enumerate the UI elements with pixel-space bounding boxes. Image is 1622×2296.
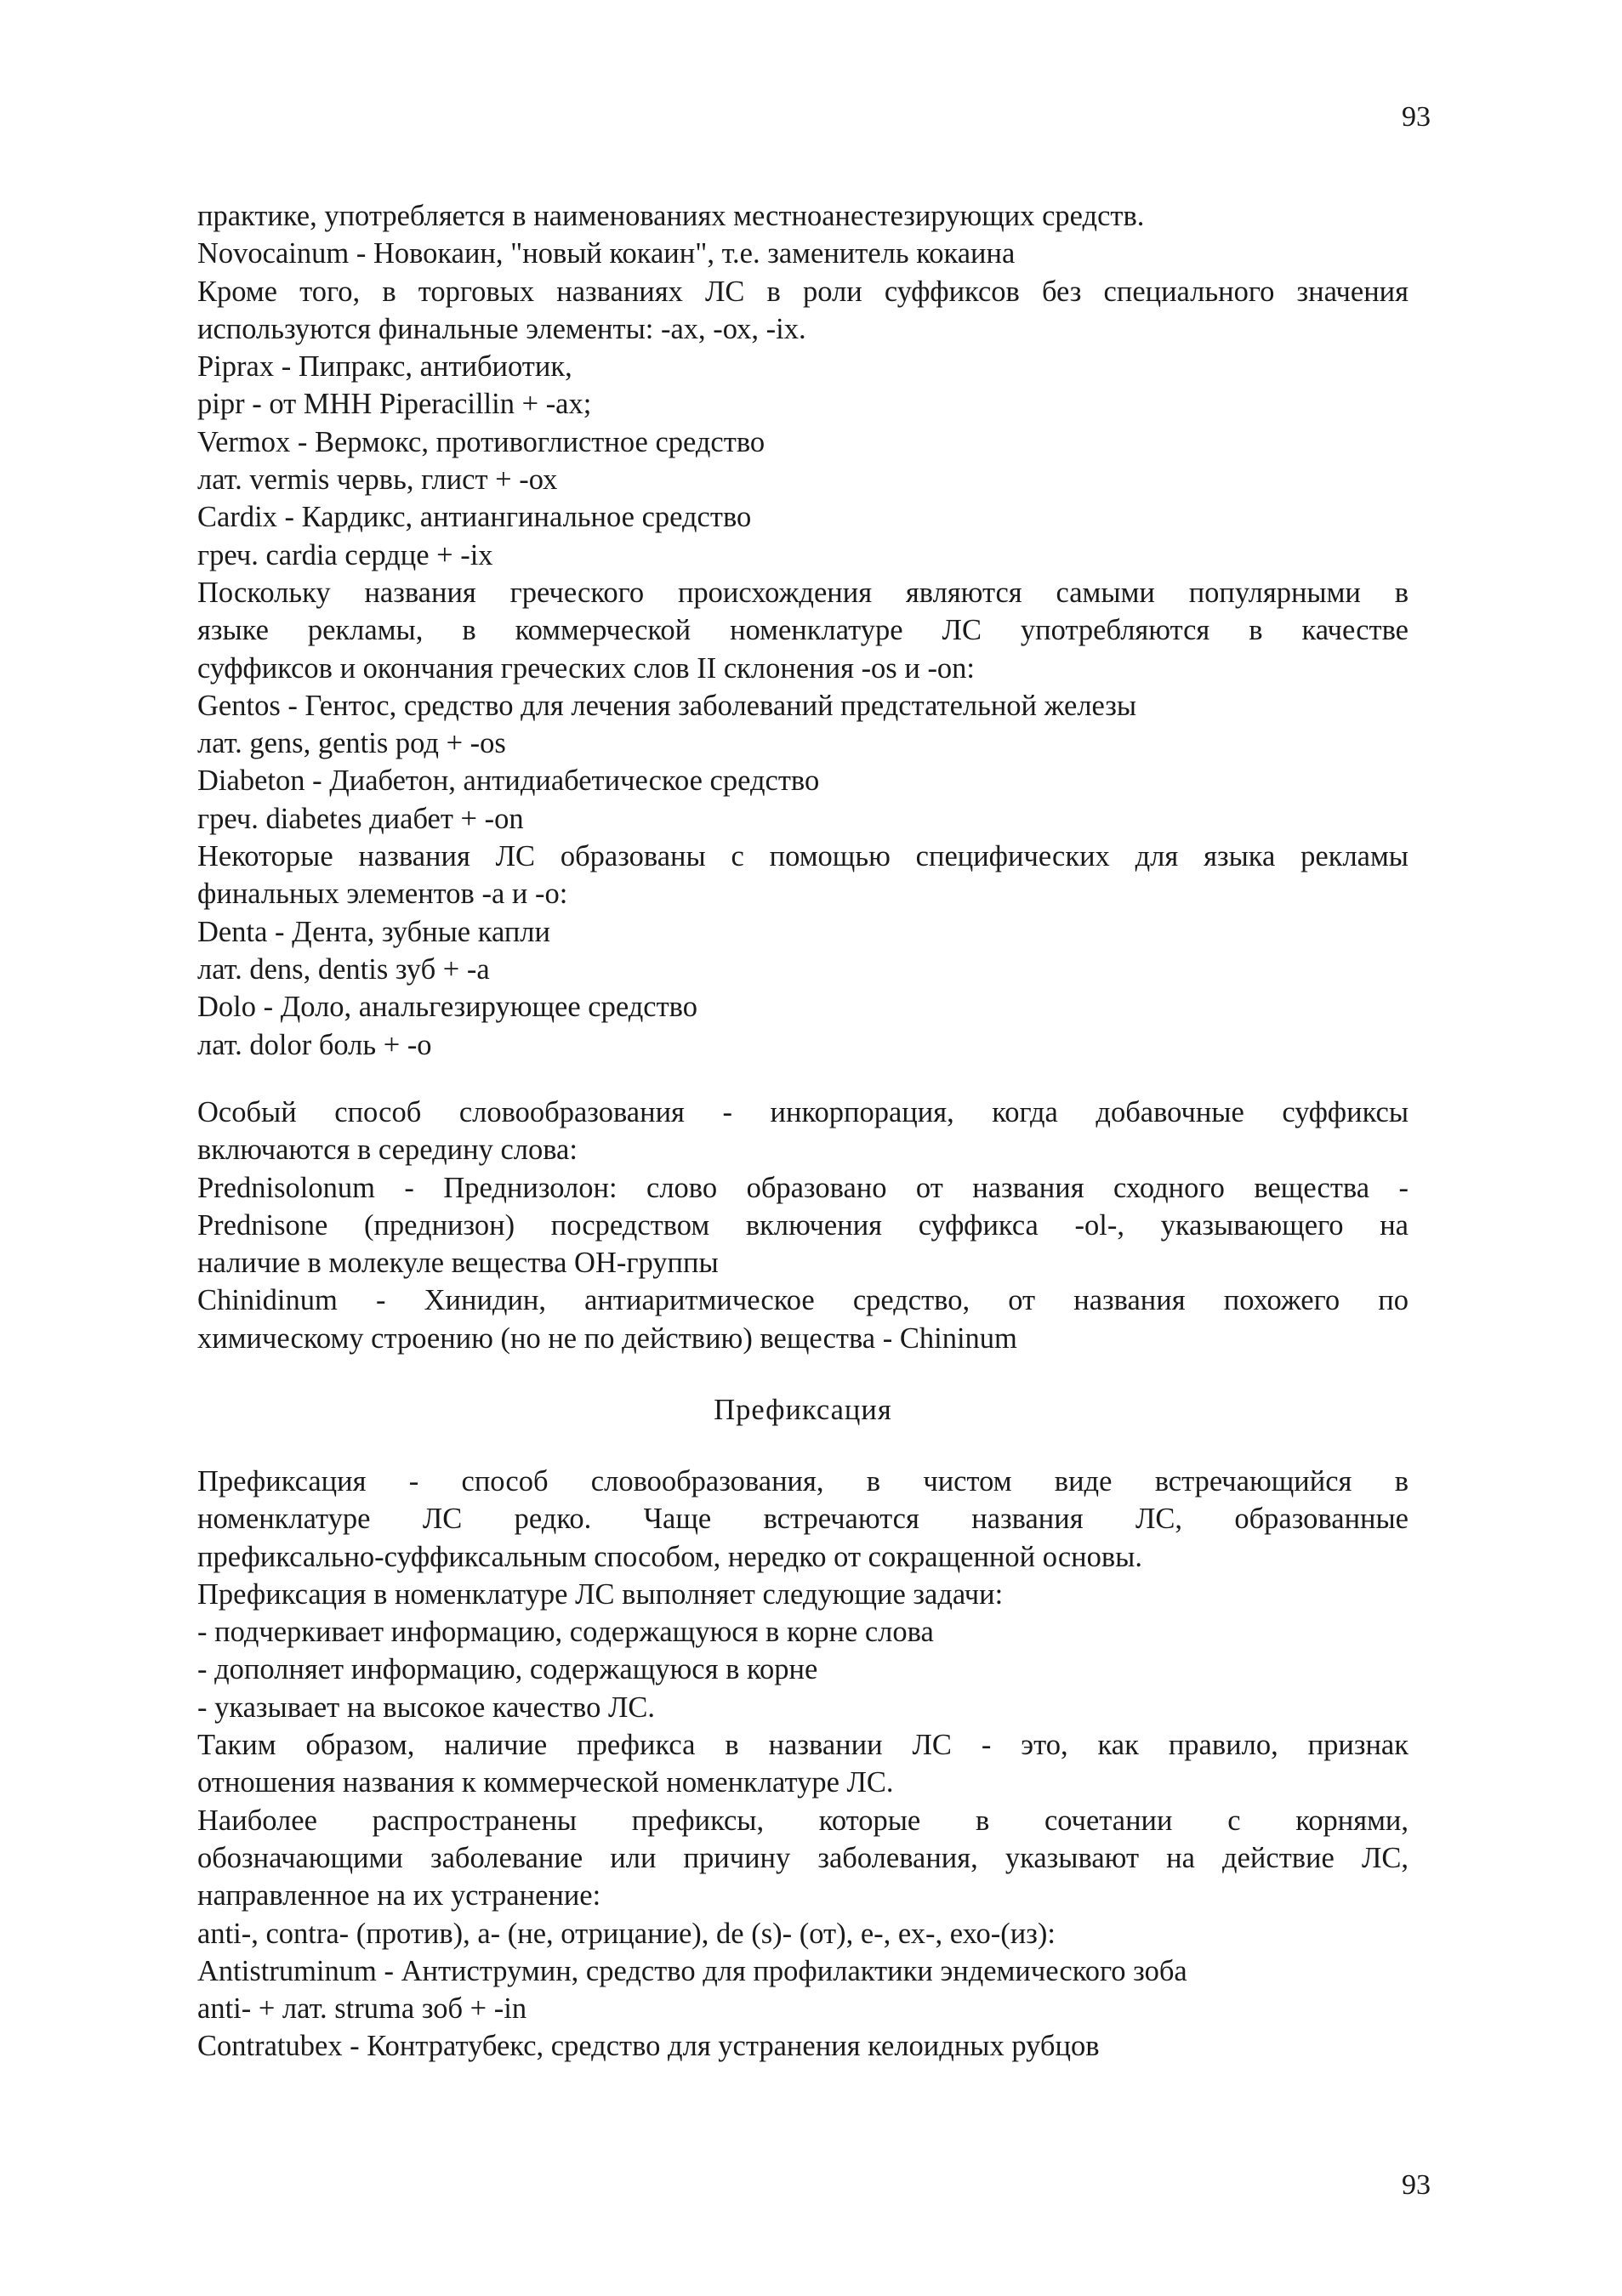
text-line: направленное на их устранение: [197,1879,601,1912]
section-heading-prefixation: Префиксация [714,1394,892,1426]
text-line: лат. dens, dentis зуб + -а [197,952,490,986]
text-line: Novocainum - Новокаин, "новый кокаин", т.е. заменитель кокаина [197,237,1016,270]
text-line: - дополняет информацию, содержащуюся в корне [197,1653,818,1686]
text-line: отношения названия к коммерческой номенклатуре ЛС. [197,1766,894,1799]
text-line: Antistruminum - Антиструмин, средство для профилактики эндемического зоба [197,1954,1187,1987]
text-line: лат. gens, gentis род + -os [197,727,506,760]
text-line: номенклатуре ЛС редко. Чаще встречаются названия ЛС, образованные [197,1503,1409,1536]
text-line: финальных элементов -а и -о: [197,878,568,911]
text-line: Поскольку названия греческого происхождения являются самыми популярными в [197,576,1409,609]
section-heading [197,1391,1409,1429]
text-line: Некоторые названия ЛС образованы с помощью специфических для языка рекламы [197,840,1409,873]
text-line: лат. vermis червь, глист + -ох [197,463,558,497]
text-line: Denta - Дента, зубные капли [197,915,550,948]
text-line: Кроме того, в торговых названиях ЛС в роли суффиксов без специального значения [197,275,1409,308]
text-line: языке рекламы, в коммерческой номенклатуре ЛС употребляются в качестве [197,614,1409,647]
text-line: Префиксация в номенклатуре ЛС выполняет следующие задачи: [197,1577,1004,1611]
text-line: - подчеркивает информацию, содержащуюся в корне слова [197,1616,934,1649]
text-line: греч. diabetes диабет + -on [197,802,524,835]
text-line: Contratubex - Контратубекс, средство для устранения келоидных рубцов [197,2030,1100,2063]
text-line: греч. cardia сердце + -ix [197,538,493,571]
text-line: суффиксов и окончания греческих слов II склонения -os и -on: [197,651,976,685]
text-line: обозначающими заболевание или причину заболевания, указывают на действие ЛС, [197,1841,1409,1874]
text-line: anti- + лат. struma зоб + -in [197,1992,527,2026]
text-line: Dolo - Доло, анальгезирующее средство [197,991,697,1024]
text-line: Cardix - Кардикс, антиангинальное средство [197,501,752,534]
text-line: - указывает на высокое качество ЛС. [197,1691,655,1724]
text-line: Chinidinum - Хинидин, антиаритмическое средство, от названия похожего по [197,1284,1409,1317]
text-block-1 [197,197,1409,1064]
text-line: лат. dolor боль + -о [197,1028,432,1061]
text-line: Prednisolonum - Преднизолон: слово образовано от названия сходного вещества - [197,1171,1409,1204]
text-line: pipr - от МНН Piperacillin + -ах; [197,388,592,421]
text-line: Piprax - Пипракс, антибиотик, [197,350,572,384]
text-line: включаются в середину слова: [197,1134,578,1167]
text-line: Diabeton - Диабетон, антидиабетическое средство [197,764,820,798]
text-line: Vermox - Вермокс, противоглистное средство [197,425,765,458]
text-line: Таким образом, наличие префикса в названии ЛС - это, как правило, признак [197,1729,1409,1762]
text-line: Prednisone (преднизон) посредством включения суффикса -ol-, указывающего на [197,1208,1409,1242]
text-line: Наиболее распространены префиксы, которые в сочетании с корнями, [197,1804,1409,1837]
text-block-2 [197,1094,1409,1357]
text-line: используются финальные элементы: -ах, -ох, -ix. [197,312,806,345]
text-line: Префиксация - способ словообразования, в чистом виде встречающийся в [197,1465,1409,1498]
text-line: префиксально-суффиксальным способом, нередко от сокращенной основы. [197,1540,1142,1573]
text-line: практике, употребляется в наименованиях местноанестезирующих средств. [197,200,1145,232]
text-block-3 [197,1463,1409,2066]
text-line: anti-, contra- (против), а- (не, отрицание), de (s)- (от), е-, ех-, ехо-(из): [197,1917,1056,1950]
page-number-bottom: 93 [1402,2169,1431,2201]
text-line: наличие в молекуле вещества ОН-группы [197,1247,719,1280]
page-number-top: 93 [1402,101,1431,133]
text-line: химическому строению (но не по действию) вещества - Chininum [197,1321,1017,1355]
text-line: Gentos - Гентос, средство для лечения заболеваний предстательной железы [197,689,1137,722]
text-line: Особый способ словообразования - инкорпорация, когда добавочные суффиксы [197,1096,1409,1128]
